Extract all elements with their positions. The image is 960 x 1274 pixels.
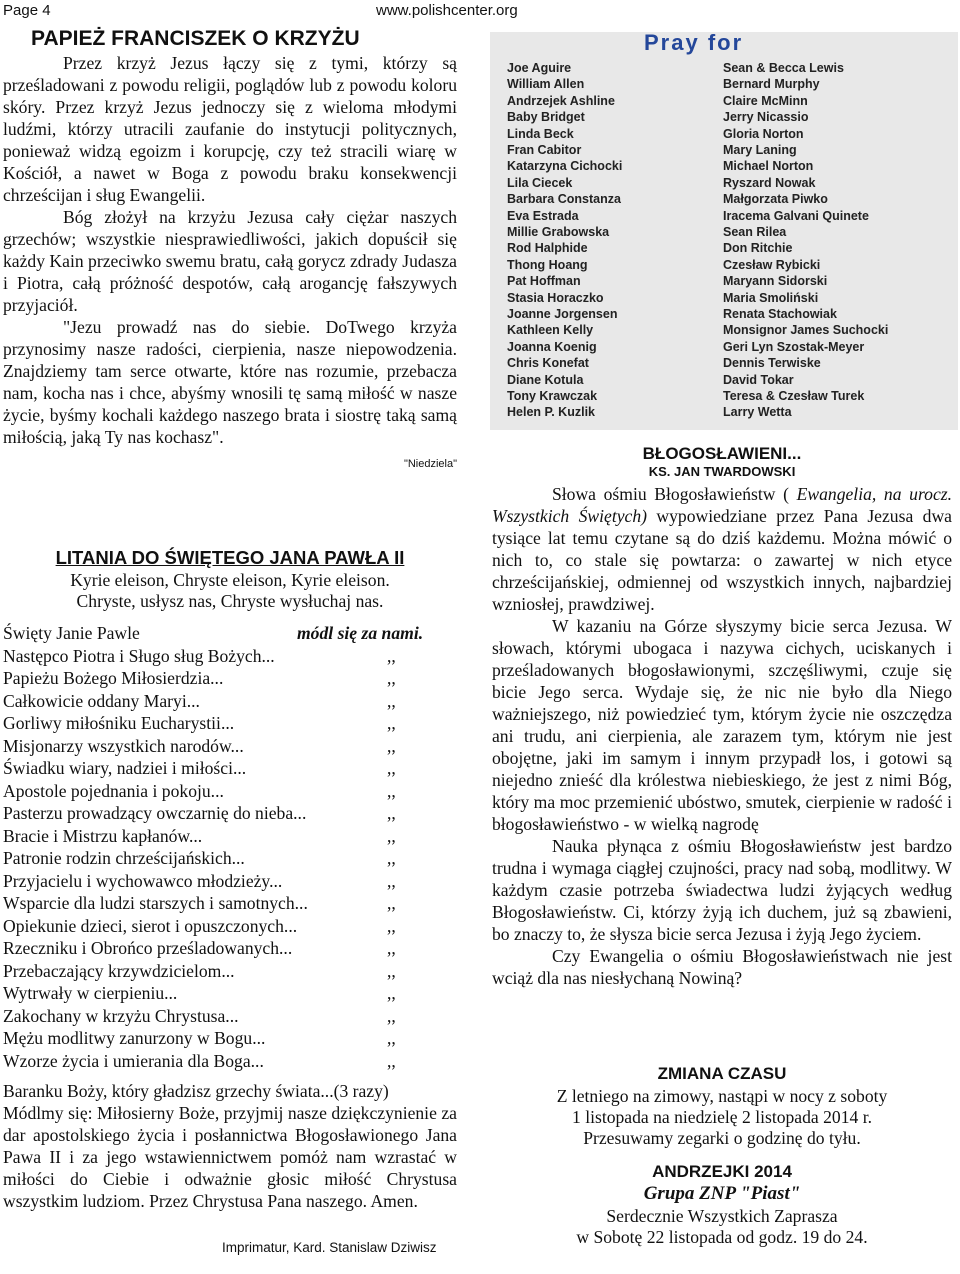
pray-for-name: Claire McMinn <box>723 93 808 108</box>
invocation-response: módl się za nami. <box>297 623 424 643</box>
litany-invocation <box>3 915 453 938</box>
pray-for-name: Chris Konefat <box>507 356 589 371</box>
invocation-ditto: ,, <box>387 1005 396 1026</box>
invocation-ditto: ,, <box>387 668 396 688</box>
invocation-text: Następco Piotra i Sługo sług Bożych... <box>3 645 275 666</box>
pray-for-name: Maria Smoliński <box>723 290 819 305</box>
litany-closing <box>3 1080 457 1212</box>
invocation-ditto: ,, <box>387 735 396 756</box>
page-number: Page 4 <box>3 2 51 19</box>
article-source: "Niedziela" <box>403 458 457 470</box>
litany-header <box>0 546 460 612</box>
invocation-text: Wzorze życia i umierania dla Boga... <box>3 1050 264 1071</box>
pray-for-name: Diane Kotula <box>507 372 584 387</box>
imprimatur: Imprimatur, Kard. Stanislaw Dziwisz <box>222 1240 437 1255</box>
pray-for-name: Katarzyna Cichocki <box>507 159 623 174</box>
time-change-title: ZMIANA CZASU <box>657 1064 787 1083</box>
blessed-paragraph-3: Nauka płynąca z ośmiu Błogosławieństw jest bardzo trudna i wymaga ciągłej czujności, pracy nad sobą, modlitwy. W każdym czasie potrzeba świadectwa ludzi żyjących według Błogosławieństw. Ci, którzy żyją ich duchem, już są zbawieni, bo znaczy to, że słysza bicie serca Jezusa i żyją Jego życiem. <box>492 836 952 944</box>
invocation-ditto: ,, <box>387 1050 396 1071</box>
litany-invocation <box>3 780 453 803</box>
pray-for-name: Andrzejek Ashline <box>507 93 615 108</box>
pray-for-name: Eva Estrada <box>507 208 579 223</box>
litany-invocation <box>3 802 453 825</box>
invocation-ditto: ,, <box>387 780 396 801</box>
pray-for-name: Joanna Koenig <box>507 339 597 354</box>
litany-invocations <box>3 622 453 1072</box>
litany-invocation <box>3 712 453 735</box>
invocation-text: Wsparcie dla ludzi starszych i samotnych... <box>3 893 308 913</box>
pray-for-name: Fran Cabitor <box>507 143 582 157</box>
litany-invocation <box>3 870 453 893</box>
invocation-text: Opiekunie dzieci, sierot i opuszczonych... <box>3 915 298 936</box>
pray-for-name: Jerry Nicassio <box>723 110 809 125</box>
pray-for-name: Kathleen Kelly <box>507 323 594 338</box>
invocation-ditto: ,, <box>387 983 396 1003</box>
andrzejki-line-1: Serdecznie Wszystkich Zaprasza <box>606 1206 838 1226</box>
pray-for-name: David Tokar <box>723 372 794 387</box>
litany-invocation <box>3 1050 453 1073</box>
invocation-text: Zakochany w krzyżu Chrystusa... <box>3 1005 239 1026</box>
litany-first-invocation <box>3 622 453 645</box>
pray-for-name: Michael Norton <box>723 159 814 174</box>
article-paragraph-2: Bóg złożył na krzyżu Jezusa cały ciężar naszych grzechów; wszystkie niesprawiedliwości, jakich dopuścił się każdy Kain przeciwko swemu bratu, całą gorycz zdrady Judasza i Piotra, całą próżność despotów, całą arogancję fałszywych przyjaciół. <box>3 207 457 315</box>
invocation-ditto: ,, <box>387 938 396 958</box>
invocation-ditto: ,, <box>387 960 396 981</box>
pray-for-name: Thong Hoang <box>507 257 588 272</box>
invocation-ditto: ,, <box>387 758 396 778</box>
invocation-text: Bracie i Mistrzu kapłanów... <box>3 825 203 846</box>
pray-for-name: Pat Hoffman <box>507 274 581 289</box>
invocation-text: Papieżu Bożego Miłosierdzia... <box>3 668 224 688</box>
litany-invocation <box>3 960 453 983</box>
invocation-text: Przyjacielu i wychowawco młodzieży... <box>3 870 283 891</box>
litany-invocation <box>3 937 453 960</box>
time-change-notice <box>492 1064 952 1149</box>
pray-for-name: Gloria Norton <box>723 126 804 141</box>
pray-for-name: Sean Rilea <box>723 225 787 239</box>
pray-for-name: Iracema Galvani Quinete <box>723 208 869 223</box>
pray-for-name: Bernard Murphy <box>723 77 820 92</box>
pray-for-name: Tony Krawczak <box>507 389 598 403</box>
pray-for-name: Lila Ciecek <box>507 175 573 190</box>
blessed-p1-citation: Ewangelia, na urocz. Wszystkich Świętych) <box>492 484 952 526</box>
blessed-paragraph-1 <box>492 483 952 615</box>
pray-for-name: Larry Wetta <box>723 405 792 420</box>
pray-for-name: Don Ritchie <box>723 241 793 256</box>
litany-kyrie-1: Kyrie eleison, Chryste eleison, Kyrie eleison. <box>70 570 390 590</box>
invocation-text: Mężu modlitwy zanurzony w Bogu... <box>3 1028 266 1048</box>
pray-for-name: Joanne Jorgensen <box>507 307 618 321</box>
pray-for-name: Dennis Terwiske <box>723 356 821 371</box>
litany-invocation <box>3 847 453 870</box>
litany-invocation <box>3 645 453 668</box>
litany-invocation <box>3 690 453 713</box>
invocation-text: Świadku wiary, nadziei i miłości... <box>3 758 247 778</box>
invocation-text: Wytrwały w cierpieniu... <box>3 983 178 1003</box>
pray-for-name: Geri Lyn Szostak-Meyer <box>723 339 865 354</box>
invocation-text: Pasterzu prowadzący owczarnię do nieba... <box>3 803 307 823</box>
invocation-ditto: ,, <box>387 915 396 936</box>
pray-for-name: Millie Grabowska <box>507 225 610 239</box>
pray-for-title: Pray for <box>644 30 744 55</box>
andrzejki-line-2: w Sobotę 22 listopada od godz. 19 do 24. <box>576 1227 868 1247</box>
invocation-text: Całkowicie oddany Maryi... <box>3 690 200 711</box>
pray-for-name: Małgorzata Piwko <box>723 192 828 207</box>
litany-lamb: Baranku Boży, który gładzisz grzechy świata...(3 razy) <box>3 1081 389 1101</box>
time-change-line-1: Z letniego na zimowy, nastąpi w nocy z soboty <box>556 1086 888 1106</box>
pray-for-name: Renata Stachowiak <box>723 307 837 321</box>
blessed-paragraph-4: Czy Ewangelia o ośmiu Błogosławieństwach nie jest wciąż dla nas niesłychaną Nowiną? <box>492 946 952 988</box>
blessed-author: KS. JAN TWARDOWSKI <box>648 464 796 479</box>
pray-for-name: Sean & Becca Lewis <box>723 61 844 75</box>
litany-invocation <box>3 892 453 915</box>
litany-invocation <box>3 1005 453 1028</box>
litany-invocation <box>3 1027 453 1050</box>
pray-for-name: Mary Laning <box>723 143 797 157</box>
invocation-text: Patronie rodzin chrześcijańskich... <box>3 848 245 868</box>
pray-for-name: William Allen <box>507 77 585 92</box>
litany-invocation <box>3 982 453 1005</box>
invocation-ditto: ,, <box>387 893 396 913</box>
blessed-title: BŁOGOSŁAWIENI... <box>642 444 802 463</box>
invocation-text: Rzeczniku i Obrońco prześladowanych... <box>3 938 293 958</box>
litany-prayer: Módlmy się: Miłosierny Boże, przyjmij nasze dziękczynienie za dar apostolskiego życia i posłannictwa Błogosławionego Jana Pawa II i za jego wstawiennictwem pomóż nam wzrastać w miłości do Ciebie i odważnie głosic miłość Chrystusa wszystkim ludziom. Przez Chrystusa Pana naszego. Amen. <box>3 1103 457 1211</box>
litany-invocation <box>3 735 453 758</box>
andrzejki-notice <box>492 1162 952 1248</box>
blessed-p1-end: wypowiedziane przez Pana Jezusa dwa tysiące lat temu czytane są do dziś każdemu. Można mówić o nich to, co stale się powtarza: o zawartej w nich etyce chrześcijańskiej, odmiennej od wszystkich innych, najbardziej wzniosłej, prawdziwej. <box>492 506 952 614</box>
blessed-p1-start: Słowa ośmiu Błogosławieństw ( <box>552 484 797 504</box>
article-paragraph-1: Przez krzyż Jezus łączy się z tymi, którzy są prześladowani z powodu religii, poglądów lub z powodu koloru skóry. Przez krzyż Jezus jednoczy się z wieloma młodymi ludźmi, którzy utracili zaufanie do instytucji politycznych, ponieważ widzą egoizm i korupcję, czy też stracili wiarę w Kościół, a nawet w Boga z powodu braku konsekwencji chrześcijan i sług Ewangelii. <box>3 53 457 205</box>
litany-invocation <box>3 757 453 780</box>
article-title: PAPIEŻ FRANCISZEK O KRZYŻU <box>31 27 360 50</box>
litany-invocation <box>3 825 453 848</box>
litany-invocation <box>3 667 453 690</box>
time-change-line-2: 1 listopada na niedzielę 2 listopada 2014 r. <box>572 1107 872 1127</box>
invocation-ditto: ,, <box>387 848 396 868</box>
pray-for-name: Monsignor James Suchocki <box>723 323 889 338</box>
pray-for-name: Stasia Horaczko <box>507 290 604 305</box>
litany-kyrie-2: Chryste, usłysz nas, Chryste wysłuchaj nas. <box>76 591 384 611</box>
pray-for-name: Barbara Constanza <box>507 192 621 207</box>
invocation-text: Misjonarzy wszystkich narodów... <box>3 735 244 756</box>
invocation-text: Apostole pojednania i pokoju... <box>3 780 224 801</box>
invocation-text: Gorliwy miłośniku Eucharystii... <box>3 713 235 733</box>
blessed-paragraph-2: W kazaniu na Górze słyszymy bicie serca Jezusa. W słowach, którymi ubogaca i nazywa cichych, uciskanych i prześladowanych błogosławionymi, szczęśliwymi, czuje się bicie Jego serca. Wydaje się, że nic nie było dla Niego ważniejszego, niż powiedzieć tym, którym życie nie oszczędza ani trudu, ani cierpienia, ale zarazem tym, którym nie jest obojętne, jaki im samym i innym przypadł los, i gotowi są niejedno znieść dla królestwa niebieskiego, że jest z nimi Bóg, który ma moc przemienić ubóstwo, smutek, cierpienie w radość i błogosławieństwo - w wielką nagrodę <box>492 616 952 834</box>
time-change-line-3: Przesuwamy zegarki o godzinę do tyłu. <box>583 1128 861 1148</box>
invocation-ditto: ,, <box>387 713 396 733</box>
blessed-article <box>492 444 952 989</box>
invocation-text: Święty Janie Pawle <box>3 623 140 643</box>
invocation-ditto: ,, <box>387 803 396 823</box>
invocation-ditto: ,, <box>387 870 396 891</box>
pray-for-name: Linda Beck <box>507 126 574 141</box>
pray-for-name: Teresa & Czesław Turek <box>723 389 865 403</box>
pray-for-name: Czesław Rybicki <box>723 257 821 272</box>
andrzejki-title: ANDRZEJKI 2014 <box>652 1162 792 1181</box>
pray-for-name: Helen P. Kuzlik <box>507 405 595 420</box>
pray-for-name: Rod Halphide <box>507 241 588 256</box>
pray-for-name: Ryszard Nowak <box>723 175 816 190</box>
invocation-ditto: ,, <box>387 1028 396 1048</box>
pray-for-name: Baby Bridget <box>507 110 585 125</box>
invocation-ditto: ,, <box>387 690 396 711</box>
invocation-text: Przebaczający krzywdzicielom... <box>3 960 235 981</box>
invocation-ditto: ,, <box>387 825 396 846</box>
pray-for-name: Maryann Sidorski <box>723 274 828 289</box>
article-pope-francis <box>3 26 457 470</box>
litany-title: LITANIA DO ŚWIĘTEGO JANA PAWŁA II <box>55 547 405 568</box>
andrzejki-group: Grupa ZNP "Piast" <box>643 1183 801 1204</box>
site-url[interactable]: www.polishcenter.org <box>376 2 518 19</box>
invocation-ditto: ,, <box>387 645 396 666</box>
pray-for-name: Joe Aguire <box>507 61 572 75</box>
article-paragraph-3: "Jezu prowadź nas do siebie. DoTwego krzyża przynosimy nasze radości, cierpienia, nasze niepowodzenia. Znajdziemy tam serce otwarte, które nas rozumie, przebacza nam, kocha nas i chce, abyśmy wnosili tę samą miłość w nasze życie, byśmy kochali każdego naszego brata i siostrę taką samą miłością, jaką Ty nas kochasz". <box>3 317 457 447</box>
